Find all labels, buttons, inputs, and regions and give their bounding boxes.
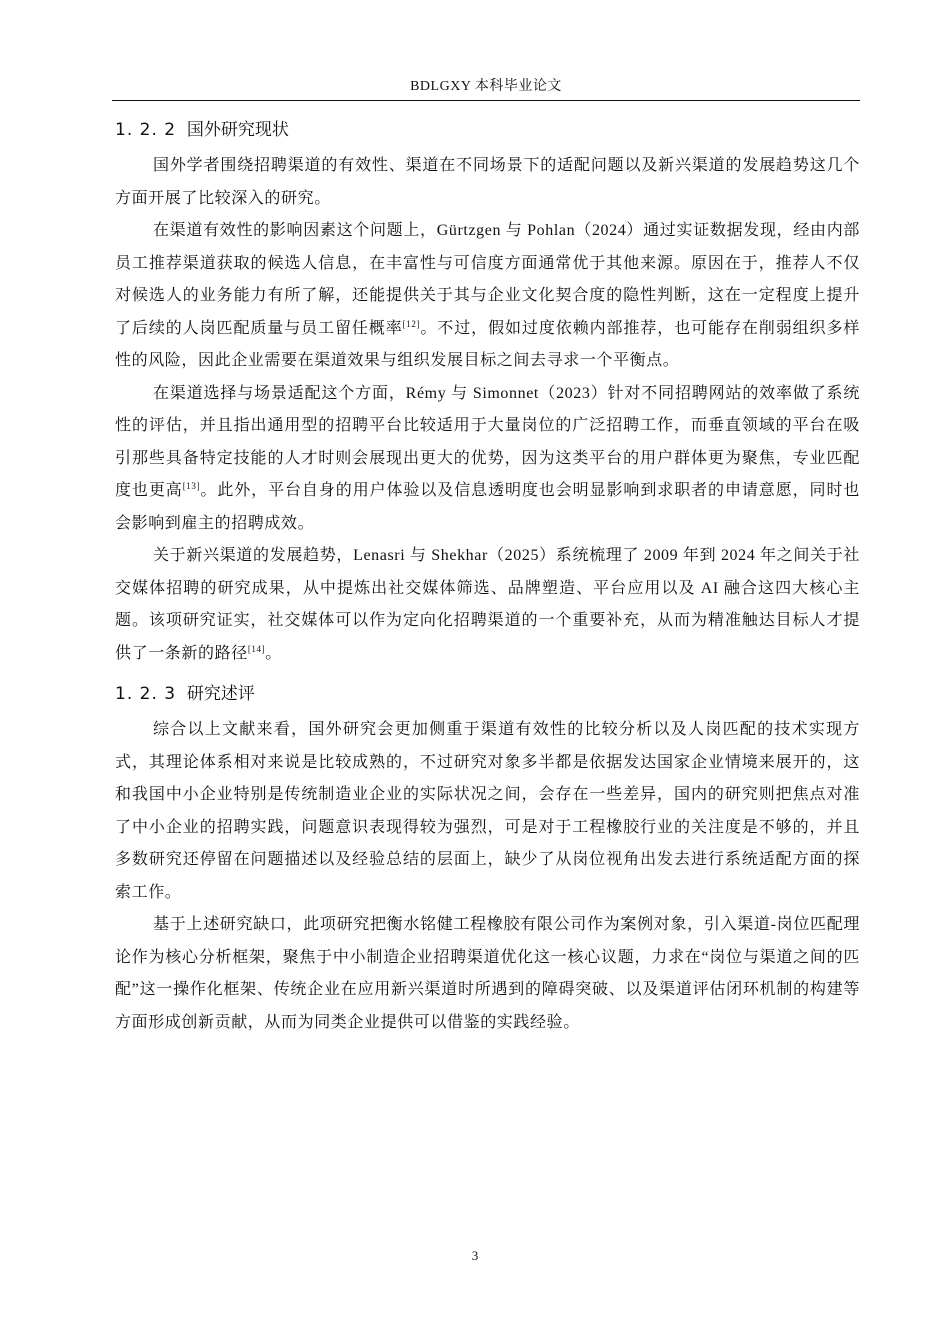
section-title: 国外研究现状 — [186, 120, 289, 140]
section-heading-1-2-3 — [115, 680, 860, 714]
paragraph — [115, 150, 860, 215]
paragraph — [115, 909, 860, 1039]
paragraph — [115, 215, 860, 378]
citation-marker: [13] — [182, 481, 201, 491]
paragraph — [115, 714, 860, 909]
citation-marker: [12] — [402, 318, 421, 329]
paragraph-text: 基于上述研究缺口，此项研究把衡水铭健工程橡胶有限公司作为案例对象，引入渠道-岗位匹配理论作为核心分析框架，聚焦于中小制造企业招聘渠道优化这一核心议题，力求在“岗位与渠道之间的匹配”这一操作化框架、传统企业在应用新兴渠道时所遇到的障碍突破、以及渠道评估闭环机制的构建等方面形成创新贡献，从而为同类企业提供可以借鉴的实践经验。 — [115, 916, 860, 1031]
paragraph-text-tail: 。 — [265, 644, 282, 662]
running-header: BDLGXY 本科毕业论文 — [410, 79, 562, 94]
paragraph-text: 关于新兴渠道的发展趋势，Lenasri 与 Shekhar（2025）系统梳理了 2009 年到 2024 年之间关于社交媒体招聘的研究成果，从中提炼出社交媒体筛选、品牌塑造、平台应用以及 AI 融合这四大核心主题。该项研究证实，社交媒体可以作为定向化招聘渠道的一个重要补充，从而为精准触达目标人才提供了一条新的路径 — [115, 547, 860, 662]
paragraph-text: 国外学者围绕招聘渠道的有效性、渠道在不同场景下的适配问题以及新兴渠道的发展趋势这几个方面开展了比较深入的研究。 — [115, 157, 860, 207]
page-number: 3 — [471, 1248, 479, 1263]
paragraph — [115, 378, 860, 541]
section-heading-1-2-2 — [115, 116, 860, 150]
document-body — [115, 116, 860, 1039]
citation-marker: [14] — [247, 643, 266, 654]
section-number: 1. 2. 3 — [115, 684, 177, 704]
paragraph-text: 综合以上文献来看，国外研究会更加侧重于渠道有效性的比较分析以及人岗匹配的技术实现方式，其理论体系相对来说是比较成熟的，不过研究对象多半都是依据发达国家企业情境来展开的，这和我国中小企业特别是传统制造业企业的实际状况之间，会存在一些差异，国内的研究则把焦点对准了中小企业的招聘实践，问题意识表现得较为强烈，可是对于工程橡胶行业的关注度是不够的，并且多数研究还停留在问题描述以及经验总结的层面上，缺少了从岗位视角出发去进行系统适配方面的探索工作。 — [115, 721, 860, 901]
paragraph-text-tail: 。不过，假如过度依赖内部推荐，也可能存在削弱组织多样性的风险，因此企业需要在渠道效果与组织发展目标之间去寻求一个平衡点。 — [115, 319, 860, 369]
paragraph-text: 在渠道有效性的影响因素这个问题上，Gürtzgen 与 Pohlan（2024）通过实证数据发现，经由内部员工推荐渠道获取的候选人信息，在丰富性与可信度方面通常优于其他来源。原因在于，推荐人不仅对候选人的业务能力有所了解，还能提供关于其与企业文化契合度的隐性判断，这在一定程度上提升了后续的人岗匹配质量与员工留任概率 — [115, 222, 860, 337]
paragraph-text: 在渠道选择与场景适配这个方面，Rémy 与 Simonnet（2023）针对不同招聘网站的效率做了系统性的评估，并且指出通用型的招聘平台比较适用于大量岗位的广泛招聘工作，而垂直领域的平台在吸引那些具备特定技能的人才时则会展现出更大的优势，因为这类平台的用户群体更为聚焦，专业匹配度也更高 — [115, 384, 860, 499]
section-number: 1. 2. 2 — [115, 120, 177, 140]
header-divider — [112, 100, 860, 101]
paragraph-text-tail: 。此外，平台自身的用户体验以及信息透明度也会明显影响到求职者的申请意愿，同时也会影响到雇主的招聘成效。 — [115, 482, 860, 532]
section-title: 研究述评 — [186, 684, 255, 704]
paragraph — [115, 540, 860, 670]
